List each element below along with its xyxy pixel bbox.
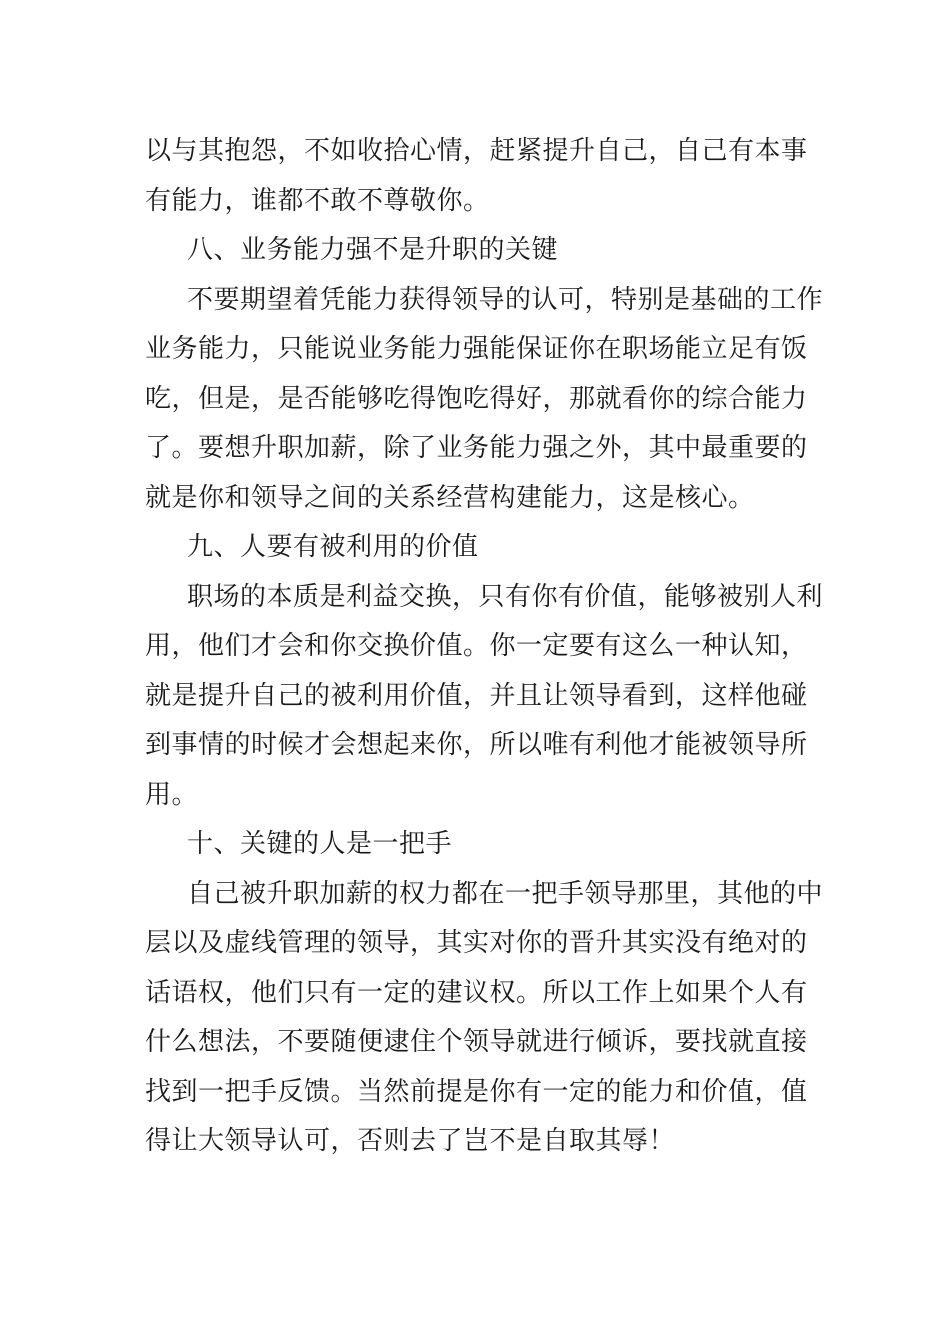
paragraph-line: 业务能力，只能说业务能力强能保证你在职场能立足有饭 [145, 334, 808, 364]
paragraph-line: 用，他们才会和你交换价值。你一定要有这么一种认知， [145, 631, 808, 661]
paragraph-line: 就是提升自己的被利用价值，并且让领导看到，这样他碰 [145, 680, 808, 711]
paragraph-line: 就是你和领导之间的关系经营构建能力，这是核心。 [145, 482, 755, 513]
paragraph-line: 不要期望着凭能力获得领导的认可，特别是基础的工作 [187, 284, 824, 315]
paragraph-line: 层以及虚线管理的领导，其实对你的晋升其实没有绝对的 [145, 928, 808, 958]
section-heading: 八、业务能力强不是升职的关键 [187, 235, 559, 265]
paragraph-line: 话语权，他们只有一定的建议权。所以工作上如果个人有 [145, 977, 808, 1008]
paragraph-line: 了。要想升职加薪，除了业务能力强之外，其中最重要的 [145, 433, 808, 463]
section-heading: 九、人要有被利用的价值 [187, 532, 479, 562]
paragraph-line: 用。 [145, 779, 199, 810]
paragraph-line: 自己被升职加薪的权力都在一把手领导那里，其他的中 [187, 878, 824, 909]
paragraph-line: 得让大领导认可，否则去了岂不是自取其辱！ [145, 1126, 676, 1156]
document-body [145, 127, 824, 1167]
paragraph-line: 到事情的时候才会想起来你，所以唯有利他才能被领导所 [145, 730, 808, 760]
paragraph-line: 有能力，谁都不敢不尊敬你。 [145, 185, 490, 216]
paragraph-line: 吃，但是，是否能够吃得饱吃得好，那就看你的综合能力 [145, 383, 808, 414]
paragraph-line: 找到一把手反馈。当然前提是你有一定的能力和价值，值 [145, 1076, 808, 1107]
section-heading: 十、关键的人是一把手 [187, 829, 453, 859]
paragraph-line: 以与其抱怨，不如收拾心情，赶紧提升自己，自己有本事 [145, 136, 808, 166]
paragraph-line: 什么想法，不要随便逮住个领导就进行倾诉，要找就直接 [145, 1027, 808, 1057]
paragraph-line: 职场的本质是利益交换，只有你有价值，能够被别人利 [187, 581, 824, 612]
